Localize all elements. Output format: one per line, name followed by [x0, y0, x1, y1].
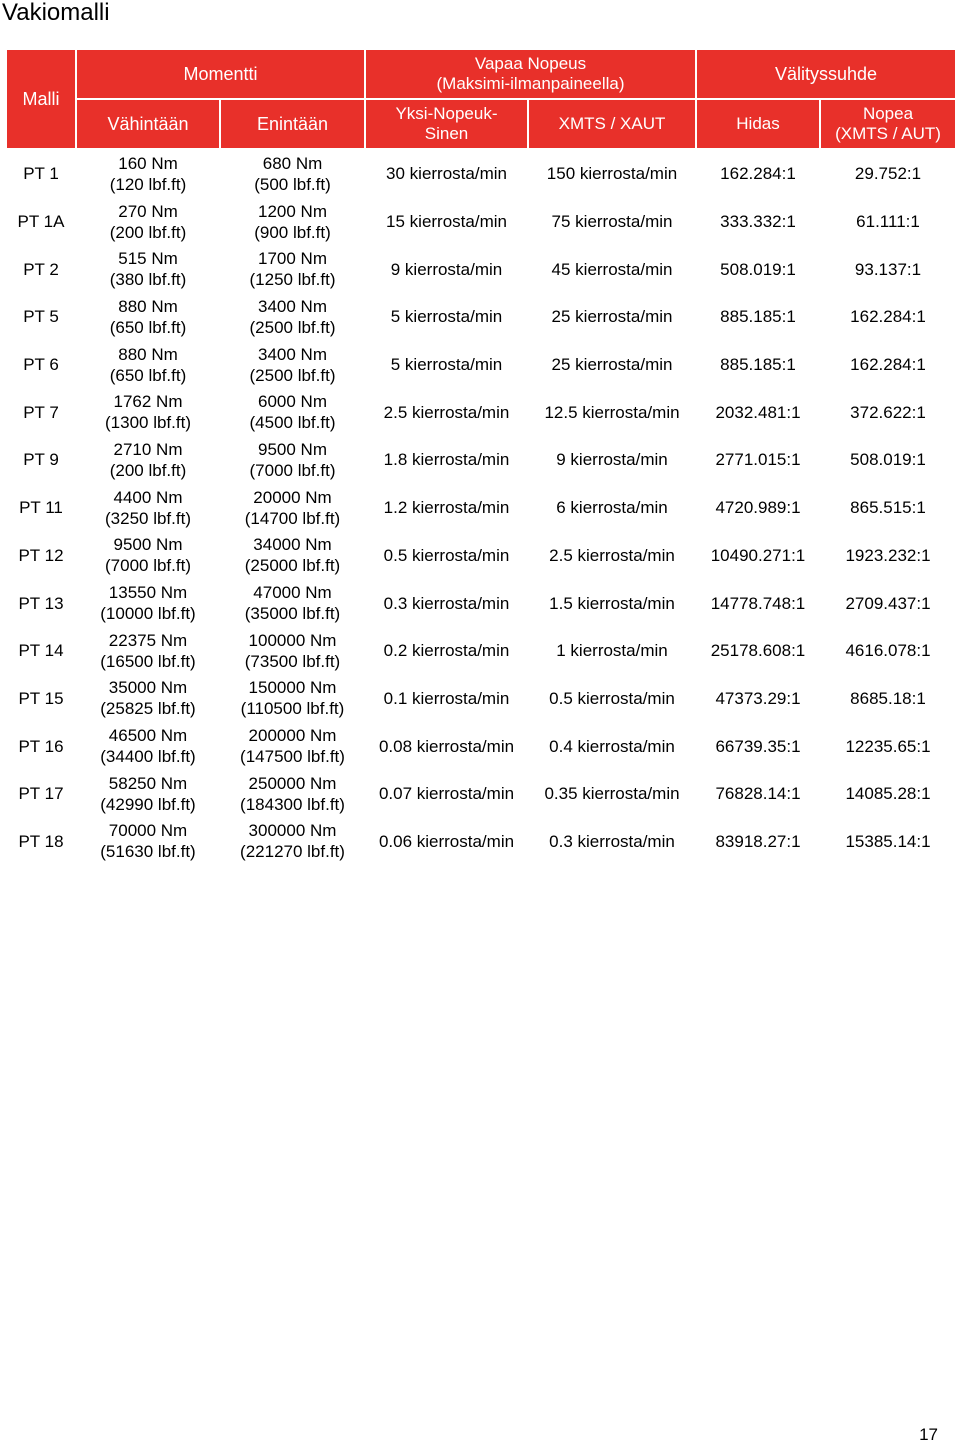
cell-model-value: PT 9 [23, 450, 59, 470]
cell-speed-xmts [528, 293, 696, 341]
cell-model [6, 388, 76, 436]
cell-min-torque [76, 579, 220, 627]
cell-max-torque-value: 150000 Nm [248, 678, 337, 698]
cell-max-torque [220, 388, 365, 436]
cell-max-torque-value: 1200 Nm [258, 201, 327, 221]
cell-min-torque-secondary: (650 lbf.ft) [109, 365, 187, 385]
cell-speed-single-value: 1.2 kierrosta/min [383, 498, 510, 518]
cell-ratio-fast-value: 93.137:1 [854, 259, 922, 279]
header-nopea-line2: (XMTS / AUT) [835, 124, 941, 143]
cell-ratio-fast-value: 61.111:1 [856, 212, 920, 232]
cell-max-torque [220, 198, 365, 246]
cell-ratio-slow-value: 2032.481:1 [715, 402, 801, 422]
cell-speed-single [365, 722, 528, 770]
header-yksi-line2: Sinen [424, 124, 469, 143]
table-row [6, 245, 956, 293]
cell-ratio-slow-value: 508.019:1 [720, 259, 796, 279]
cell-max-torque-secondary: (2500 lbf.ft) [249, 317, 336, 337]
header-nopea-line1: Nopea [862, 104, 914, 123]
cell-speed-single-value: 0.1 kierrosta/min [383, 688, 510, 708]
cell-max-torque [220, 293, 365, 341]
cell-ratio-fast-value: 14085.28:1 [845, 784, 931, 804]
cell-ratio-slow [696, 675, 820, 723]
cell-model-value: PT 13 [18, 593, 64, 613]
cell-speed-xmts-value: 12.5 kierrosta/min [544, 402, 680, 422]
header-hidas: Hidas [696, 99, 820, 149]
cell-model [6, 722, 76, 770]
cell-max-torque-secondary: (73500 lbf.ft) [244, 651, 341, 671]
cell-speed-single [365, 149, 528, 198]
cell-ratio-slow-value: 14778.748:1 [710, 593, 806, 613]
cell-speed-single [365, 293, 528, 341]
cell-min-torque-value: 22375 Nm [108, 630, 188, 650]
table-row [6, 436, 956, 484]
cell-min-torque-secondary: (7000 lbf.ft) [105, 556, 191, 576]
cell-model-value: PT 15 [18, 688, 64, 708]
header-nopea [820, 99, 956, 149]
cell-ratio-fast [820, 484, 956, 532]
cell-speed-xmts [528, 770, 696, 818]
page-number: 17 [919, 1425, 938, 1444]
cell-min-torque-value: 4400 Nm [113, 487, 183, 507]
cell-max-torque-secondary: (4500 lbf.ft) [249, 413, 336, 433]
cell-min-torque-secondary: (200 lbf.ft) [109, 222, 187, 242]
cell-ratio-fast [820, 675, 956, 723]
cell-max-torque-value: 20000 Nm [253, 487, 332, 507]
cell-ratio-fast [820, 198, 956, 246]
cell-speed-single [365, 532, 528, 580]
cell-min-torque [76, 627, 220, 675]
table-row [6, 579, 956, 627]
cell-model-value: PT 17 [18, 784, 64, 804]
cell-model-value: PT 14 [18, 641, 64, 661]
cell-min-torque [76, 293, 220, 341]
cell-ratio-fast-value: 865.515:1 [850, 498, 926, 518]
cell-speed-xmts-value: 0.5 kierrosta/min [549, 688, 675, 708]
table-row [6, 627, 956, 675]
cell-max-torque-secondary: (14700 lbf.ft) [244, 508, 341, 528]
cell-max-torque-secondary: (184300 lbf.ft) [240, 794, 345, 814]
cell-ratio-fast [820, 341, 956, 389]
cell-max-torque-secondary: (221270 lbf.ft) [240, 842, 345, 862]
cell-max-torque-value: 3400 Nm [258, 344, 327, 364]
cell-model [6, 149, 76, 198]
cell-speed-xmts-value: 150 kierrosta/min [546, 164, 678, 184]
cell-speed-single [365, 770, 528, 818]
cell-min-torque [76, 149, 220, 198]
cell-max-torque-secondary: (1250 lbf.ft) [249, 270, 336, 290]
cell-speed-single-value: 9 kierrosta/min [390, 259, 503, 279]
table-row [6, 293, 956, 341]
cell-min-torque-value: 160 Nm [118, 153, 178, 173]
cell-ratio-fast-value: 508.019:1 [850, 450, 926, 470]
cell-ratio-fast-value: 2709.437:1 [845, 593, 931, 613]
cell-max-torque-value: 1700 Nm [258, 249, 327, 269]
cell-ratio-fast [820, 436, 956, 484]
cell-ratio-fast [820, 579, 956, 627]
cell-model-value: PT 11 [19, 498, 63, 518]
spec-table [5, 48, 957, 865]
cell-min-torque-secondary: (3250 lbf.ft) [105, 508, 191, 528]
cell-max-torque-secondary: (110500 lbf.ft) [240, 699, 345, 719]
cell-model-value: PT 12 [18, 545, 64, 565]
cell-ratio-slow [696, 627, 820, 675]
table-row [6, 484, 956, 532]
cell-speed-xmts [528, 198, 696, 246]
cell-speed-xmts-value: 0.4 kierrosta/min [549, 736, 675, 756]
cell-speed-xmts-value: 1.5 kierrosta/min [549, 593, 675, 613]
cell-speed-single-value: 0.5 kierrosta/min [383, 545, 510, 565]
cell-min-torque-value: 1762 Nm [113, 392, 183, 412]
cell-ratio-slow [696, 388, 820, 436]
cell-max-torque [220, 484, 365, 532]
header-momentti: Momentti [76, 49, 365, 99]
cell-min-torque [76, 722, 220, 770]
header-vapaa-nopeus-line1: Vapaa Nopeus [474, 54, 587, 73]
cell-speed-xmts [528, 484, 696, 532]
cell-min-torque [76, 436, 220, 484]
cell-model-value: PT 5 [23, 307, 59, 327]
cell-speed-xmts [528, 245, 696, 293]
cell-min-torque-value: 270 Nm [118, 201, 178, 221]
table-row [6, 818, 956, 866]
cell-max-torque [220, 770, 365, 818]
cell-ratio-slow-value: 885.185:1 [720, 355, 796, 375]
table-row [6, 388, 956, 436]
cell-speed-xmts-value: 0.35 kierrosta/min [544, 784, 680, 804]
cell-max-torque-secondary: (25000 lbf.ft) [244, 556, 341, 576]
cell-model-value: PT 2 [23, 259, 59, 279]
cell-max-torque [220, 245, 365, 293]
cell-speed-xmts-value: 25 kierrosta/min [551, 307, 673, 327]
cell-speed-xmts [528, 388, 696, 436]
cell-model-value: PT 1A [17, 212, 65, 232]
cell-min-torque [76, 818, 220, 866]
cell-ratio-fast [820, 293, 956, 341]
cell-speed-single [365, 388, 528, 436]
cell-speed-xmts [528, 341, 696, 389]
cell-max-torque-secondary: (35000 lbf.ft) [244, 604, 341, 624]
cell-ratio-slow [696, 436, 820, 484]
cell-max-torque-secondary: (7000 lbf.ft) [249, 460, 336, 480]
cell-speed-xmts-value: 75 kierrosta/min [551, 212, 673, 232]
cell-min-torque-secondary: (200 lbf.ft) [109, 460, 187, 480]
header-yksi-nopeuksinen [365, 99, 528, 149]
cell-speed-single [365, 818, 528, 866]
cell-max-torque-value: 9500 Nm [258, 439, 327, 459]
cell-max-torque [220, 627, 365, 675]
cell-min-torque-secondary: (120 lbf.ft) [109, 174, 187, 194]
cell-ratio-slow-value: 885.185:1 [720, 307, 796, 327]
cell-min-torque-secondary: (25825 lbf.ft) [100, 699, 196, 719]
cell-max-torque-secondary: (147500 lbf.ft) [240, 747, 345, 767]
cell-ratio-slow-value: 66739.35:1 [715, 736, 801, 756]
cell-speed-single-value: 5 kierrosta/min [390, 355, 503, 375]
cell-ratio-fast-value: 372.622:1 [850, 402, 926, 422]
cell-min-torque-secondary: (16500 lbf.ft) [100, 651, 196, 671]
cell-min-torque-value: 2710 Nm [113, 439, 183, 459]
cell-max-torque-value: 47000 Nm [253, 583, 332, 603]
table-row [6, 341, 956, 389]
cell-ratio-fast-value: 162.284:1 [850, 355, 926, 375]
table-body [6, 149, 956, 865]
cell-ratio-slow [696, 198, 820, 246]
cell-model-value: PT 16 [18, 736, 64, 756]
cell-model [6, 532, 76, 580]
table-row [6, 198, 956, 246]
cell-ratio-slow [696, 532, 820, 580]
cell-ratio-slow [696, 722, 820, 770]
cell-speed-single-value: 2.5 kierrosta/min [383, 402, 510, 422]
cell-model-value: PT 18 [18, 831, 64, 851]
cell-min-torque [76, 675, 220, 723]
cell-min-torque-value: 515 Nm [118, 249, 178, 269]
cell-speed-single-value: 0.07 kierrosta/min [378, 784, 515, 804]
cell-speed-xmts [528, 579, 696, 627]
cell-model [6, 293, 76, 341]
cell-speed-single-value: 0.2 kierrosta/min [383, 641, 510, 661]
cell-min-torque-secondary: (10000 lbf.ft) [100, 604, 196, 624]
cell-speed-single-value: 5 kierrosta/min [390, 307, 503, 327]
cell-speed-xmts-value: 6 kierrosta/min [556, 498, 668, 518]
cell-max-torque [220, 675, 365, 723]
cell-min-torque-secondary: (1300 lbf.ft) [105, 413, 191, 433]
cell-max-torque-value: 6000 Nm [258, 392, 327, 412]
cell-ratio-slow [696, 770, 820, 818]
cell-model-value: PT 1 [23, 164, 59, 184]
cell-speed-xmts [528, 436, 696, 484]
cell-speed-xmts [528, 675, 696, 723]
cell-max-torque-secondary: (900 lbf.ft) [254, 222, 331, 242]
cell-ratio-fast [820, 149, 956, 198]
cell-min-torque-value: 880 Nm [118, 344, 178, 364]
table-row [6, 722, 956, 770]
cell-speed-xmts [528, 149, 696, 198]
cell-ratio-slow [696, 484, 820, 532]
header-vapaa-nopeus-line2: (Maksimi-ilmanpaineella) [436, 74, 625, 93]
cell-ratio-slow-value: 333.332:1 [720, 212, 796, 232]
cell-speed-xmts [528, 722, 696, 770]
header-enintaan: Enintään [220, 99, 365, 149]
cell-model [6, 198, 76, 246]
table-row [6, 149, 956, 198]
cell-speed-single [365, 675, 528, 723]
cell-speed-single [365, 341, 528, 389]
cell-ratio-fast [820, 388, 956, 436]
cell-model [6, 627, 76, 675]
cell-max-torque [220, 436, 365, 484]
cell-max-torque [220, 341, 365, 389]
header-xmts-xaut: XMTS / XAUT [528, 99, 696, 149]
cell-min-torque-value: 9500 Nm [113, 535, 183, 555]
cell-model [6, 818, 76, 866]
cell-ratio-fast [820, 770, 956, 818]
cell-speed-single-value: 1.8 kierrosta/min [383, 450, 510, 470]
cell-ratio-slow-value: 4720.989:1 [715, 498, 801, 518]
cell-ratio-fast-value: 162.284:1 [850, 307, 926, 327]
cell-speed-single [365, 627, 528, 675]
cell-ratio-fast [820, 627, 956, 675]
header-vahintaan: Vähintään [76, 99, 220, 149]
cell-ratio-fast-value: 15385.14:1 [845, 831, 931, 851]
cell-ratio-fast [820, 722, 956, 770]
cell-min-torque-secondary: (380 lbf.ft) [109, 270, 187, 290]
cell-speed-single-value: 0.06 kierrosta/min [378, 831, 515, 851]
cell-min-torque-value: 46500 Nm [108, 726, 188, 746]
cell-ratio-slow-value: 10490.271:1 [710, 545, 806, 565]
cell-model [6, 245, 76, 293]
cell-max-torque-value: 3400 Nm [258, 296, 327, 316]
cell-ratio-slow [696, 341, 820, 389]
cell-ratio-slow-value: 76828.14:1 [715, 784, 801, 804]
cell-max-torque-secondary: (2500 lbf.ft) [249, 365, 336, 385]
cell-max-torque [220, 818, 365, 866]
cell-ratio-fast [820, 532, 956, 580]
cell-min-torque [76, 245, 220, 293]
cell-model-value: PT 7 [23, 402, 59, 422]
cell-ratio-fast [820, 245, 956, 293]
cell-ratio-slow [696, 579, 820, 627]
cell-ratio-slow-value: 25178.608:1 [710, 641, 806, 661]
cell-min-torque [76, 484, 220, 532]
cell-speed-single-value: 0.3 kierrosta/min [383, 593, 510, 613]
cell-model [6, 579, 76, 627]
cell-ratio-fast-value: 4616.078:1 [845, 641, 931, 661]
cell-model [6, 484, 76, 532]
header-yksi-line1: Yksi-Nopeuk- [395, 104, 498, 123]
cell-min-torque-secondary: (42990 lbf.ft) [100, 794, 196, 814]
cell-max-torque [220, 579, 365, 627]
cell-ratio-slow [696, 818, 820, 866]
cell-min-torque-value: 70000 Nm [108, 821, 188, 841]
cell-model [6, 770, 76, 818]
cell-speed-single-value: 30 kierrosta/min [386, 164, 507, 184]
cell-ratio-fast-value: 8685.18:1 [850, 688, 926, 708]
cell-speed-single [365, 198, 528, 246]
cell-ratio-slow-value: 2771.015:1 [715, 450, 801, 470]
cell-ratio-fast-value: 1923.232:1 [845, 545, 931, 565]
cell-max-torque-value: 680 Nm [262, 153, 323, 173]
cell-min-torque [76, 532, 220, 580]
cell-speed-single [365, 579, 528, 627]
cell-max-torque [220, 722, 365, 770]
cell-ratio-slow-value: 83918.27:1 [715, 831, 801, 851]
cell-max-torque [220, 149, 365, 198]
cell-speed-xmts-value: 45 kierrosta/min [551, 259, 673, 279]
cell-ratio-slow [696, 245, 820, 293]
cell-min-torque-value: 58250 Nm [108, 773, 188, 793]
cell-speed-single-value: 15 kierrosta/min [386, 212, 507, 232]
cell-ratio-slow-value: 162.284:1 [720, 164, 796, 184]
cell-max-torque-value: 100000 Nm [248, 630, 337, 650]
table-row [6, 770, 956, 818]
cell-min-torque-value: 35000 Nm [108, 678, 188, 698]
cell-min-torque [76, 388, 220, 436]
cell-speed-xmts-value: 25 kierrosta/min [551, 355, 673, 375]
header-valityssuhde: Välityssuhde [696, 49, 956, 99]
page-title: Vakiomalli [2, 0, 110, 26]
cell-speed-xmts-value: 2.5 kierrosta/min [549, 545, 675, 565]
cell-ratio-slow [696, 293, 820, 341]
cell-ratio-slow-value: 47373.29:1 [715, 688, 801, 708]
cell-speed-single [365, 484, 528, 532]
cell-max-torque-value: 300000 Nm [248, 821, 337, 841]
cell-ratio-slow [696, 149, 820, 198]
cell-max-torque-value: 200000 Nm [248, 726, 337, 746]
cell-model [6, 436, 76, 484]
header-vapaa-nopeus [365, 49, 696, 99]
cell-speed-xmts [528, 818, 696, 866]
cell-speed-single [365, 245, 528, 293]
cell-min-torque [76, 198, 220, 246]
table-row [6, 675, 956, 723]
cell-min-torque [76, 341, 220, 389]
cell-ratio-fast-value: 29.752:1 [854, 164, 922, 184]
cell-speed-xmts [528, 532, 696, 580]
cell-max-torque-value: 250000 Nm [248, 773, 337, 793]
cell-speed-xmts-value: 0.3 kierrosta/min [549, 831, 675, 851]
cell-min-torque-secondary: (650 lbf.ft) [109, 317, 187, 337]
cell-min-torque-secondary: (34400 lbf.ft) [100, 747, 196, 767]
cell-speed-single [365, 436, 528, 484]
cell-min-torque-secondary: (51630 lbf.ft) [100, 842, 196, 862]
cell-min-torque [76, 770, 220, 818]
cell-ratio-fast-value: 12235.65:1 [845, 736, 931, 756]
cell-min-torque-value: 13550 Nm [108, 583, 188, 603]
cell-model-value: PT 6 [23, 355, 59, 375]
cell-speed-single-value: 0.08 kierrosta/min [378, 736, 515, 756]
cell-max-torque [220, 532, 365, 580]
table-row [6, 532, 956, 580]
cell-max-torque-value: 34000 Nm [253, 535, 332, 555]
cell-ratio-fast [820, 818, 956, 866]
cell-model [6, 341, 76, 389]
cell-speed-xmts-value: 9 kierrosta/min [556, 450, 668, 470]
header-malli: Malli [6, 49, 76, 149]
table-header [6, 49, 956, 149]
cell-model [6, 675, 76, 723]
cell-min-torque-value: 880 Nm [118, 296, 178, 316]
cell-max-torque-secondary: (500 lbf.ft) [254, 174, 331, 194]
cell-speed-xmts [528, 627, 696, 675]
cell-speed-xmts-value: 1 kierrosta/min [556, 641, 668, 661]
